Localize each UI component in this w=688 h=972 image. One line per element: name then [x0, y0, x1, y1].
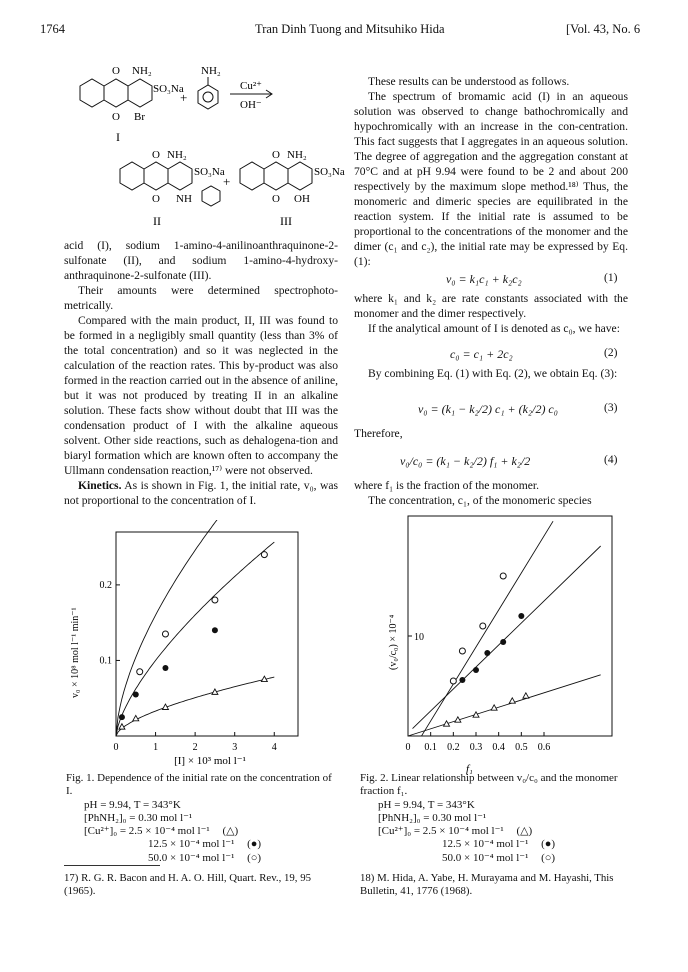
footnote-rule [64, 865, 160, 866]
footnote-18: 18) M. Hida, A. Yabe, H. Murayama and M. Hayashi, This Bulletin, 41, 1776 (1968). [360, 872, 614, 897]
fig1-point-circle-filled [162, 665, 168, 671]
figure-2-chart [372, 500, 632, 775]
label-III: III [280, 214, 292, 228]
ring-right-I [128, 79, 152, 107]
I-so3na: SO₃Na [153, 83, 184, 95]
III-oh: OH [294, 193, 310, 205]
right-column-therefore [354, 426, 628, 441]
kinetics-heading: Kinetics. [78, 479, 122, 492]
ring-mid-I [104, 79, 128, 107]
fig1-xtick-label: 1 [153, 742, 159, 753]
fig2-xtick-label: 0.3 [469, 742, 483, 753]
plus-sign-2: + [223, 174, 231, 189]
fig1-cond-5: 50.0 × 10⁻⁴ mol l⁻¹ [148, 851, 235, 864]
fig1-point-circle-open [261, 552, 267, 558]
fig2-xlabel: f₁ [466, 763, 473, 775]
fig2-xtick-label: 0.4 [492, 742, 505, 753]
volume-info: [Vol. 43, No. 6 [566, 22, 641, 36]
fig2-point-circle-filled [500, 639, 506, 645]
fig2-xtick-label: 0.6 [537, 742, 551, 753]
fig2-cond-1: pH = 9.94, T = 343°K [378, 798, 475, 811]
fig2-cond-5: 50.0 × 10⁻⁴ mol l⁻¹ [442, 851, 529, 864]
II-nh: NH [176, 193, 192, 205]
I-br: Br [134, 111, 145, 123]
left-para-3: Compared with the main product, II, III was found to be formed in a negligibly small quantity (less than 3% of the total concentration) and so it was neglected in the calculation of the reaction rates. This by-product was also formed in the reaction carried out in the absence of aniline, but it was not produced by treating II in an alkaline solution. These facts show without doubt that III was the condensation product of I with the alkaline aqueous solvent. Other side reactions, such as dehalogena-tion and biaryl formation which are known often to accompany the Ullmann condensation reaction,¹⁷⁾ were not observed. [64, 314, 338, 477]
fig1-cond-3: [Cu²⁺]₀ = 2.5 × 10⁻⁴ mol l⁻¹ [84, 825, 210, 838]
II-so3na: SO₃Na [194, 166, 225, 178]
fig1-sym-circ: (○) [247, 851, 262, 864]
fig1-curve-mid [116, 542, 274, 736]
reaction-scheme [60, 44, 350, 234]
label-I: I [116, 130, 120, 144]
left-column [64, 238, 338, 508]
fig2-point-circle-filled [459, 677, 465, 683]
fig2-xtick-label: 0.1 [424, 742, 437, 753]
right-para-7: where f₁ is the fraction of the monomer. [354, 479, 539, 492]
equation-1: v₀ = k₁c₁ + k₂c₂ [446, 272, 522, 286]
fig1-curve-low [116, 677, 274, 736]
aniline-nh2: NH₂ [201, 65, 221, 77]
right-para-1: These results can be understood as follows. [368, 75, 570, 88]
figure-1-chart [60, 520, 310, 770]
fig2-line-high [422, 521, 553, 736]
right-para-6: Therefore, [354, 427, 403, 440]
fig1-xtick-label: 0 [113, 742, 119, 753]
II-nh2: NH₂ [167, 149, 187, 161]
fig2-point-triangle [473, 712, 479, 717]
equation-4-number: (4) [604, 454, 618, 466]
right-column-mid2 [354, 366, 628, 381]
fig2-point-circle-open [450, 678, 456, 684]
oxygen-top-I: O [112, 65, 120, 77]
fig1-cond-2: [PhNH₂]₀ = 0.30 mol l⁻¹ [84, 811, 193, 824]
right-para-2: The spectrum of bromamic acid (I) in an aqueous solution was observed to change bathochromically and hypochromically with an increase in the con-centration. This fact suggests that I aggregates in an aqueous solution. The degree of aggregation and the aggregation constant at 70°C and at pH 9.94 were found to be 2 and about 200 respectively by the maximum slope method.¹⁸⁾ Thus, the monomeric and dimeric species are equilibrated in the reaction system. If the initial rate is assumed to be proportional to the concentrations of the monomer and the dimer (c₁ and c₂), the initial rate may be expressed by Eq. (1): [354, 90, 628, 268]
fig2-point-triangle [523, 693, 529, 698]
equation-3-number: (3) [604, 402, 618, 414]
aniline-ring [198, 85, 218, 109]
fig2-cond-4: 12.5 × 10⁻⁴ mol l⁻¹ [442, 838, 529, 851]
page-number: 1764 [40, 22, 65, 36]
I-nh2: NH₂ [132, 65, 152, 77]
fig2-point-triangle [509, 698, 515, 703]
plus-sign: + [180, 90, 188, 105]
fig1-point-circle-open [162, 631, 168, 637]
fig1-point-circle-filled [133, 691, 139, 697]
fig2-point-circle-open [500, 573, 506, 579]
fig1-point-circle-filled [119, 714, 125, 720]
fig1-sym-tri: (△) [222, 825, 239, 838]
fig1-plot-frame [116, 532, 298, 736]
fig2-sym-dot: (●) [541, 838, 556, 851]
fig1-ytick-label: 0.2 [99, 579, 112, 591]
fig2-ytick-label: 10 [414, 632, 424, 643]
fig1-cond-4: 12.5 × 10⁻⁴ mol l⁻¹ [148, 838, 235, 851]
right-para-3: where k₁ and k₂ are rate constants associated with the monomer and the dimer respectively. [354, 292, 628, 320]
equation-2: c₀ = c₁ + 2c₂ [450, 347, 513, 361]
running-head: Tran Dinh Tuong and Mitsuhiko Hida [255, 22, 445, 36]
fig2-point-circle-filled [473, 667, 479, 673]
figure-1-caption [66, 772, 338, 865]
fig2-xtick-label: 0 [405, 742, 411, 753]
III-nh2: NH₂ [287, 149, 307, 161]
reagent-bottom: OH⁻ [240, 99, 262, 111]
right-para-8: The concentration, c₁, of the monomeric species [368, 494, 592, 507]
fig1-xtick-label: 2 [192, 742, 198, 753]
left-para-2: Their amounts were determined spectrophoto-metrically. [64, 284, 338, 312]
oxygen-top-II: O [152, 149, 160, 161]
reagent-top: Cu²⁺ [240, 80, 262, 92]
fig2-cond-2: [PhNH₂]₀ = 0.30 mol l⁻¹ [378, 811, 487, 824]
fig2-cond-3: [Cu²⁺]₀ = 2.5 × 10⁻⁴ mol l⁻¹ [378, 825, 504, 838]
right-para-4: If the analytical amount of I is denoted as c₀, we have: [368, 322, 620, 335]
ring-left-I [80, 79, 104, 107]
fig1-ylabel: v₀ × 10⁸ mol l⁻¹ min⁻¹ [70, 607, 81, 698]
right-column-mid1 [354, 291, 628, 336]
fig2-sym-tri: (△) [516, 825, 533, 838]
fig2-point-triangle [491, 705, 497, 710]
oxygen-bottom-II: O [152, 193, 160, 205]
fig1-caption-title: Fig. 1. Dependence of the initial rate on the concentration of I. [66, 772, 332, 798]
fig1-xtick-label: 4 [271, 742, 277, 753]
label-II: II [153, 214, 161, 228]
fig1-xlabel: [I] × 10³ mol l⁻¹ [174, 755, 246, 767]
oxygen-top-III: O [272, 149, 280, 161]
fig2-xtick-label: 0.5 [515, 742, 528, 753]
fig2-ylabel: (v₀/c₀) × 10⁻⁴ [388, 614, 399, 670]
fig2-point-circle-open [480, 623, 486, 629]
equation-4: v₀/c₀ = (k₁ − k₂/2) f₁ + k₂/2 [400, 454, 531, 468]
fig2-point-circle-open [459, 648, 465, 654]
fig1-point-triangle [133, 715, 139, 720]
fig1-point-circle-filled [212, 627, 218, 633]
fig1-point-circle-open [212, 597, 218, 603]
fig1-cond-1: pH = 9.94, T = 343°K [84, 798, 181, 811]
equation-2-number: (2) [604, 347, 618, 359]
left-para-1: acid (I), sodium 1-amino-4-anilinoanthraquinone-2-sulfonate (II), and sodium 1-amino-4-hydroxy-anthraquinone-2-sulfonate (III). [64, 239, 338, 282]
fig1-sym-dot: (●) [247, 838, 262, 851]
right-para-5: By combining Eq. (1) with Eq. (2), we obtain Eq. (3): [368, 367, 618, 380]
equation-1-number: (1) [604, 272, 618, 284]
fig2-line-mid [413, 546, 601, 729]
oxygen-bottom-III: O [272, 193, 280, 205]
fig2-sym-circ: (○) [541, 851, 556, 864]
fig1-ytick-label: 0.1 [99, 655, 112, 667]
left-para-4: As is shown in Fig. 1, the initial rate, v₀, was not proportional to the concentration of I. [64, 479, 338, 507]
fig1-xtick-label: 3 [232, 742, 238, 753]
fig1-curve-high [116, 520, 270, 736]
fig2-xtick-label: 0.2 [447, 742, 460, 753]
figure-2-caption [360, 772, 632, 865]
fig1-point-circle-open [137, 669, 143, 675]
III-so3na: SO₃Na [314, 166, 345, 178]
fig2-point-circle-filled [518, 613, 524, 619]
footnote-17: 17) R. G. R. Bacon and H. A. O. Hill, Quart. Rev., 19, 95 (1965). [64, 872, 312, 897]
fig2-caption-title: Fig. 2. Linear relationship between v₀/c₀ and the monomer fraction f₁. [360, 772, 618, 798]
fig2-point-circle-filled [484, 650, 490, 656]
right-column-top [354, 74, 628, 269]
oxygen-bottom-I: O [112, 111, 120, 123]
equation-3: v₀ = (k₁ − k₂/2) c₁ + (k₂/2) c₀ [418, 402, 558, 416]
